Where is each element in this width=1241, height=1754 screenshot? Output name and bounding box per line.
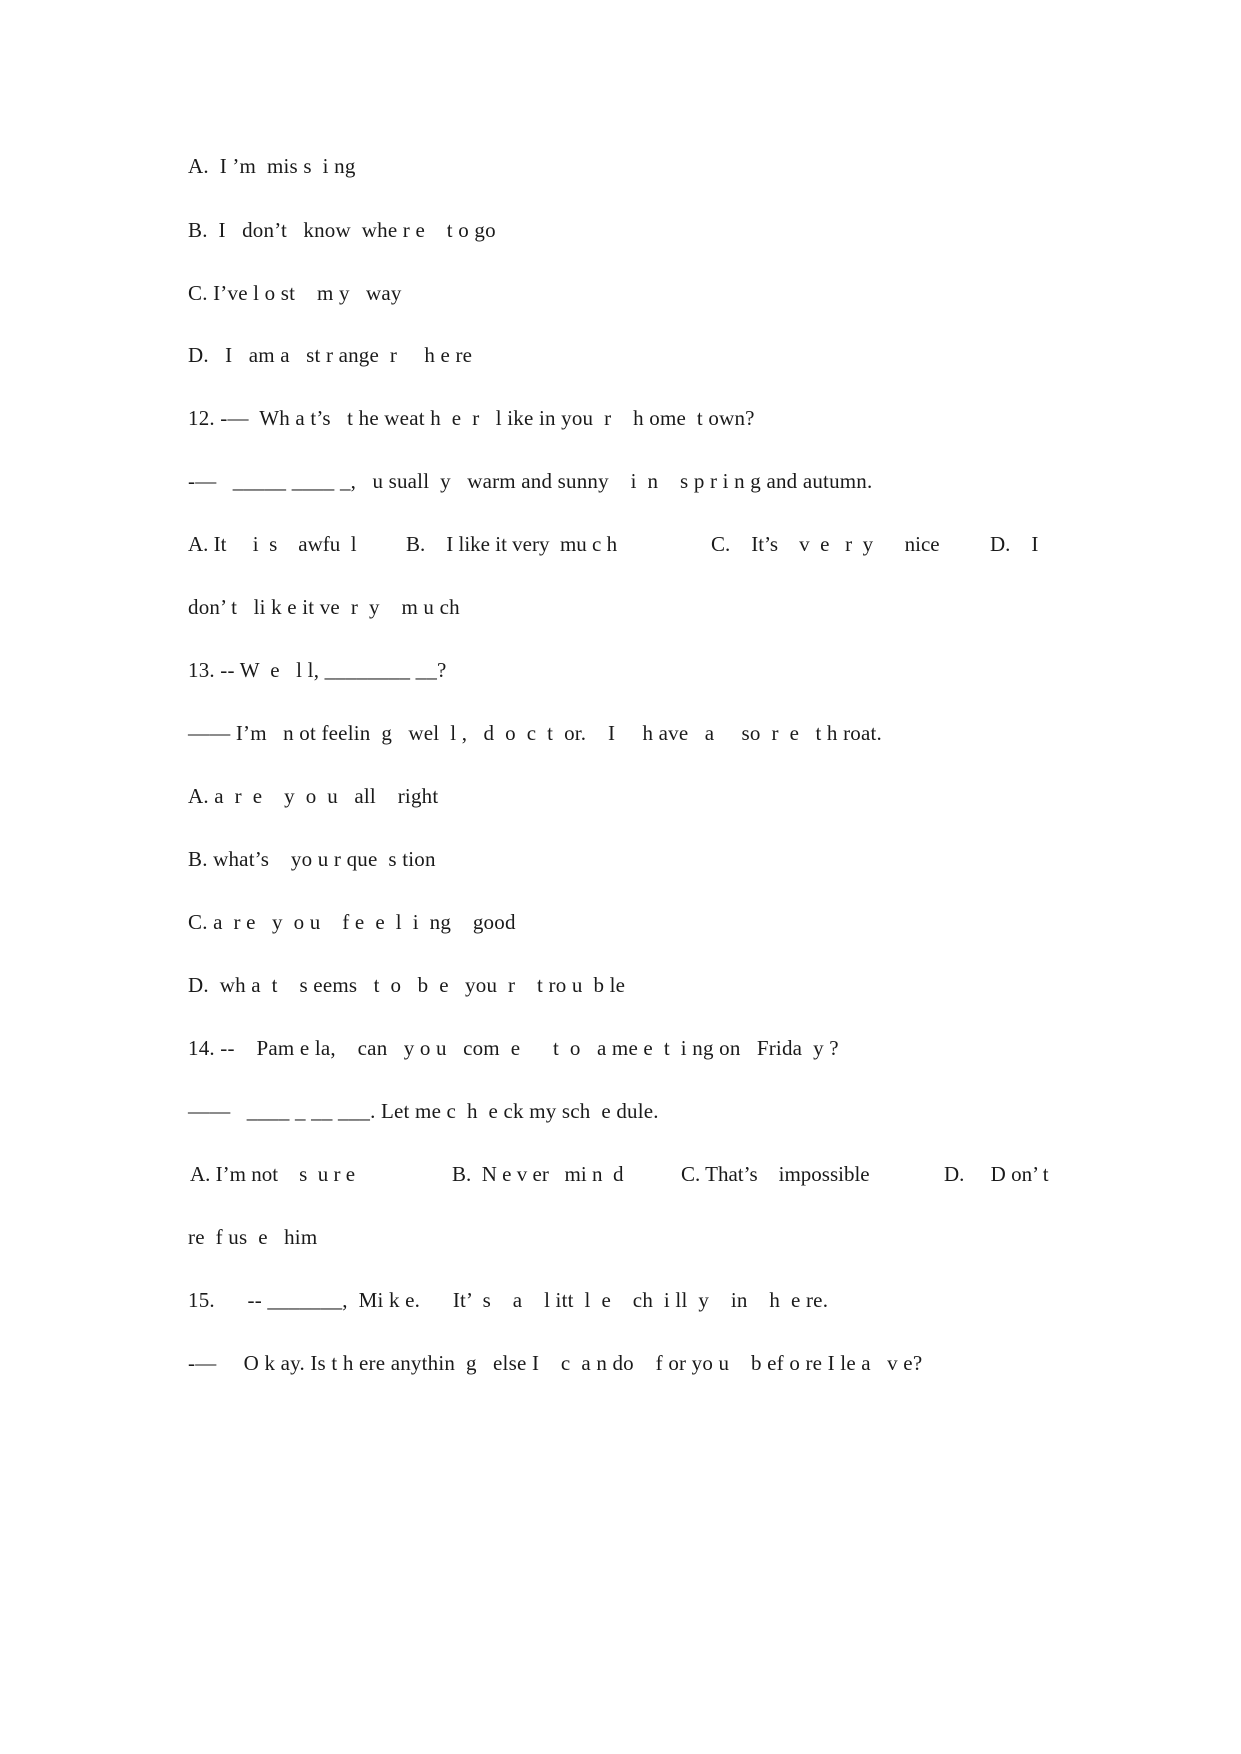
q12-option-a: A. It i s awfu l <box>188 532 357 556</box>
q14-option-d-continued: re f us e him <box>188 1225 318 1249</box>
q12-option-d: D. I <box>990 532 1039 556</box>
q13-option-a: A. a r e y o u all right <box>188 784 439 808</box>
q12-option-b: B. I like it very mu c h <box>406 532 618 556</box>
q13-answer-line: —— I’m n ot feelin g wel l , d o c t or. I h ave a so r e t h roat. <box>188 721 882 745</box>
q11-option-a: A. I ’m mis s i ng <box>188 154 356 178</box>
q14-answer-line: —— ____ _ __ ___. Let me c h e ck my sch e dule. <box>188 1099 659 1123</box>
q14-option-d: D. D on’ t <box>944 1162 1049 1186</box>
q12-option-d-continued: don’ t li k e it ve r y m u ch <box>188 595 460 619</box>
q12-option-c: C. It’s v e r y nice <box>711 532 940 556</box>
q11-option-d: D. I am a st r ange r h e re <box>188 343 473 367</box>
q13-option-b: B. what’s yo u r que s tion <box>188 847 436 871</box>
q13-option-d: D. wh a t s eems t o b e you r t ro u b le <box>188 973 626 997</box>
q11-option-b: B. I don’t know whe r e t o go <box>188 218 496 242</box>
q11-option-c: C. I’ve l o st m y way <box>188 281 402 305</box>
q14-option-c: C. That’s impossible <box>681 1162 870 1186</box>
q12-answer-line: -— _____ ____ _, u suall y warm and sunny i n s p r i n g and autumn. <box>188 469 873 493</box>
q14-option-b: B. N e v er mi n d <box>452 1162 624 1186</box>
q13-option-c: C. a r e y o u f e e l i ng good <box>188 910 516 934</box>
q15-answer-line: -— O k ay. Is t h ere anythin g else I c a n do f or yo u b ef o re I le a v e? <box>188 1351 923 1375</box>
q14-option-a: A. I’m not s u r e <box>190 1162 356 1186</box>
q12-question: 12. -— Wh a t’s t he weat h e r l ike in you r h ome t own? <box>188 406 755 430</box>
q15-question: 15. -- _______, Mi k e. It’ s a l itt l e ch i ll y in h e re. <box>188 1288 829 1312</box>
q13-question: 13. -- W e l l, ________ __? <box>188 658 447 682</box>
q14-question: 14. -- Pam e la, can y o u com e t o a me e t i ng on Frida y ? <box>188 1036 839 1060</box>
